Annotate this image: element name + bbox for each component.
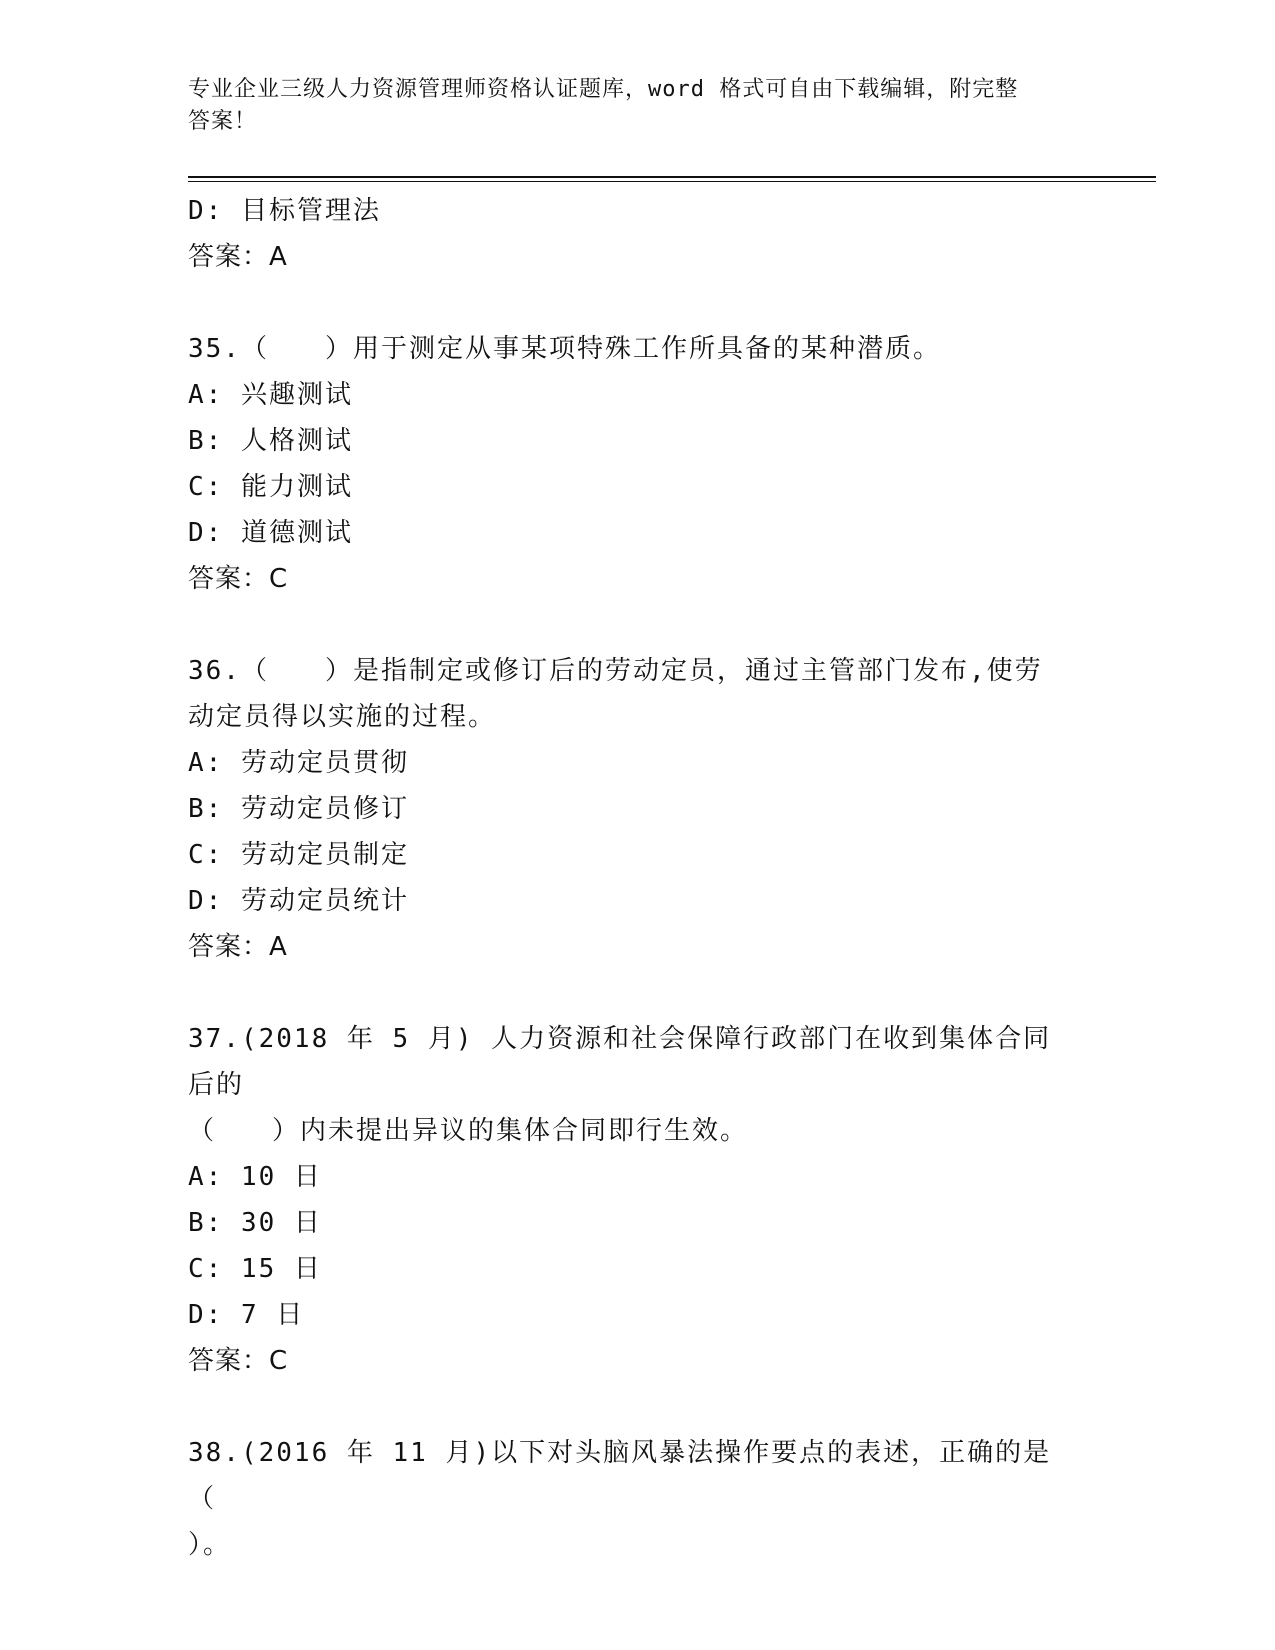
option-a: A: 10 日 (188, 1162, 322, 1192)
option-a: A: 兴趣测试 (188, 380, 353, 410)
answer: 答案：A (188, 932, 288, 962)
spacer (188, 280, 1068, 326)
option-d: D: 劳动定员统计 (188, 886, 409, 916)
option-d: D: 道德测试 (188, 518, 353, 548)
question-text: 36.（ ）是指制定或修订后的劳动定员，通过主管部门发布,使劳 (188, 656, 1043, 686)
option-c: C: 能力测试 (188, 472, 353, 502)
option-b: B: 劳动定员修订 (188, 794, 409, 824)
option-b: B: 人格测试 (188, 426, 353, 456)
option-d: D: 7 日 (188, 1300, 305, 1330)
option-c: C: 劳动定员制定 (188, 840, 409, 870)
prev-question-option-d: D: 目标管理法 (188, 196, 381, 226)
question-38 (188, 1430, 1068, 1568)
question-35 (188, 326, 1068, 602)
question-text: 35.（ ）用于测定从事某项特殊工作所具备的某种潜质。 (188, 334, 941, 364)
header-line-1: 专业企业三级人力资源管理师资格认证题库，word 格式可自由下载编辑，附完整 (188, 77, 1019, 102)
question-text-continued: 动定员得以实施的过程。 (188, 702, 497, 732)
answer: 答案：C (188, 564, 289, 594)
document-header (188, 74, 1068, 138)
header-divider-thin (188, 181, 1156, 182)
question-text-continued: ）。 (188, 1530, 232, 1560)
header-divider-thick (188, 176, 1156, 178)
question-text: 38.(2016 年 11 月)以下对头脑风暴法操作要点的表述，正确的是（ (188, 1438, 1052, 1514)
spacer (188, 1384, 1068, 1430)
question-text: 37.(2018 年 5 月) 人力资源和社会保障行政部门在收到集体合同后的 (188, 1024, 1052, 1100)
option-b: B: 30 日 (188, 1208, 322, 1238)
question-list (188, 188, 1068, 1568)
spacer (188, 970, 1068, 1016)
question-text-continued: （ ）内未提出异议的集体合同即行生效。 (188, 1116, 749, 1146)
header-line-2: 答案！ (188, 109, 258, 134)
spacer (188, 602, 1068, 648)
option-c: C: 15 日 (188, 1254, 322, 1284)
option-a: A: 劳动定员贯彻 (188, 748, 409, 778)
answer: 答案：C (188, 1346, 289, 1376)
question-37 (188, 1016, 1068, 1384)
prev-question-answer: 答案：A (188, 242, 288, 272)
question-36 (188, 648, 1068, 970)
